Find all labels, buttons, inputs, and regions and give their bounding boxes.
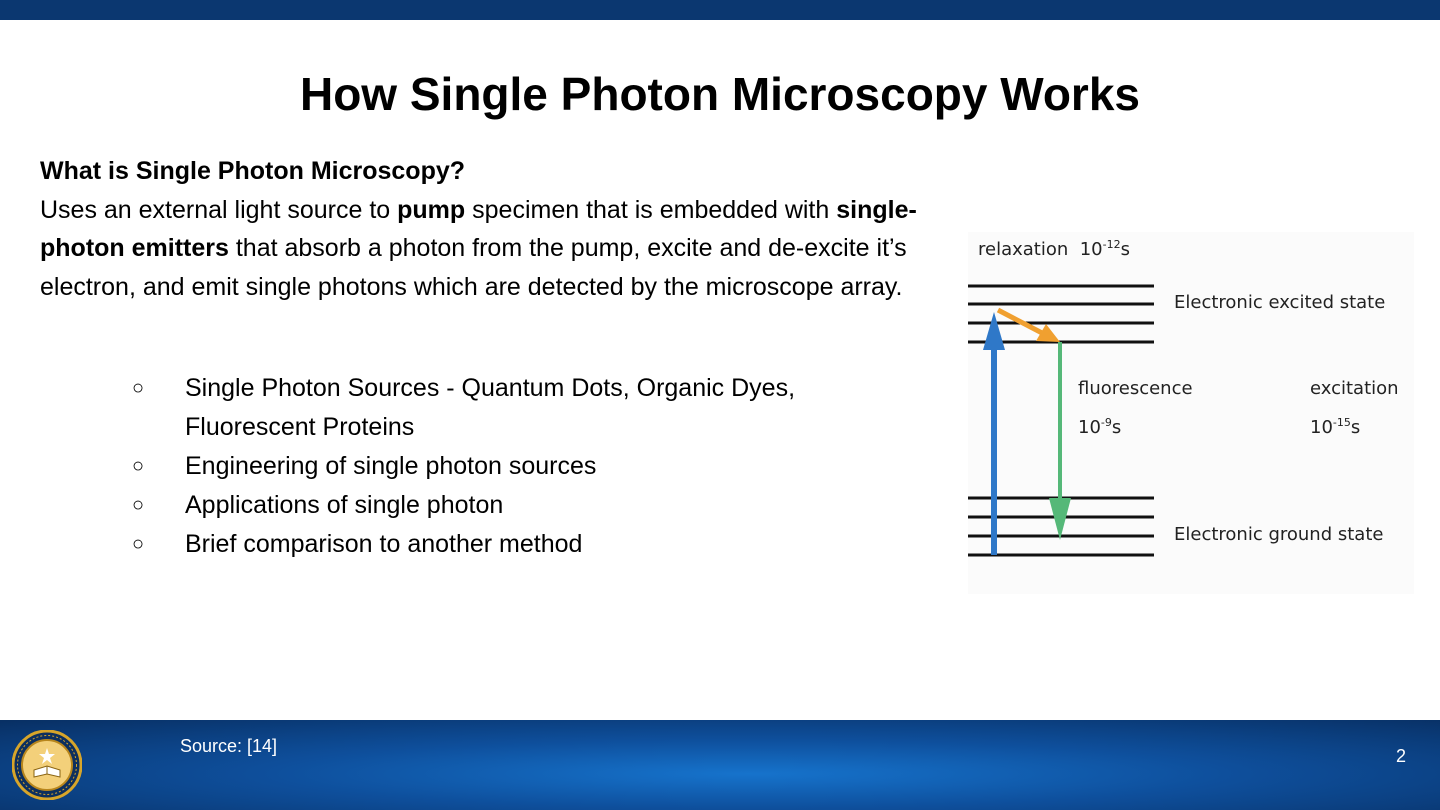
list-item — [132, 486, 892, 525]
fluorescence-time-base: 10 — [1078, 417, 1101, 438]
bullet-text: Single Photon Sources - Quantum Dots, Organic Dyes, Fluorescent Proteins — [185, 374, 796, 441]
paragraph-bold-pump: pump — [397, 195, 466, 224]
excitation-time-base: 10 — [1310, 417, 1333, 438]
list-item — [132, 369, 892, 447]
fluorescence-time-exp: -9 — [1100, 416, 1112, 429]
excitation-time — [1310, 416, 1360, 438]
relaxation-text: relaxation — [978, 239, 1069, 260]
bullet-circle-icon: ○ — [132, 377, 145, 399]
fluorescence-time-unit: s — [1111, 417, 1122, 438]
bullet-text: Applications of single photon — [185, 491, 504, 519]
relaxation-label — [978, 238, 1130, 260]
slide-title: How Single Photon Microscopy Works — [299, 68, 1141, 120]
list-item — [132, 525, 892, 564]
fluorescence-label: fluorescence — [1078, 378, 1193, 399]
source-citation: Source: [14] — [180, 736, 278, 756]
relaxation-time-base: 10 — [1079, 239, 1103, 260]
relaxation-time-unit: s — [1120, 239, 1130, 260]
jablonski-diagram — [968, 232, 1414, 594]
top-bar — [0, 0, 1440, 20]
footer-bar — [0, 720, 1440, 810]
list-item — [132, 447, 892, 486]
excitation-label: excitation — [1310, 378, 1399, 399]
excitation-time-unit: s — [1350, 417, 1361, 438]
bullet-text: Engineering of single photon sources — [185, 452, 597, 480]
section-heading: What is Single Photon Microscopy? — [40, 157, 466, 185]
ground-state-label: Electronic ground state — [1174, 524, 1384, 545]
bullet-list — [132, 369, 892, 564]
paragraph-bold-emitters: single-photon emitters — [40, 195, 917, 262]
paragraph-part-2: specimen that is embedded with — [465, 195, 837, 224]
excitation-time-exp: -15 — [1332, 416, 1351, 429]
bullet-circle-icon: ○ — [132, 455, 145, 477]
excited-state-label: Electronic excited state — [1174, 292, 1386, 313]
university-seal-icon — [12, 730, 82, 800]
page-number: 2 — [1395, 746, 1406, 766]
paragraph-part-3: that absorb a photon from the pump, excite and de-excite it’s electron, and emit single photons which are detected by the microscope array. — [40, 234, 907, 301]
bullet-text: Brief comparison to another method — [185, 530, 583, 558]
fluorescence-arrow-head — [1049, 498, 1071, 540]
paragraph-part-1: Uses an external light source to — [40, 195, 398, 224]
bullet-circle-icon: ○ — [132, 494, 145, 516]
description-paragraph — [40, 191, 950, 307]
excitation-arrow-head — [983, 312, 1005, 350]
relaxation-time-exp: -12 — [1102, 238, 1121, 251]
bullet-circle-icon: ○ — [132, 533, 145, 555]
body-text — [40, 152, 950, 306]
fluorescence-time — [1078, 416, 1121, 438]
